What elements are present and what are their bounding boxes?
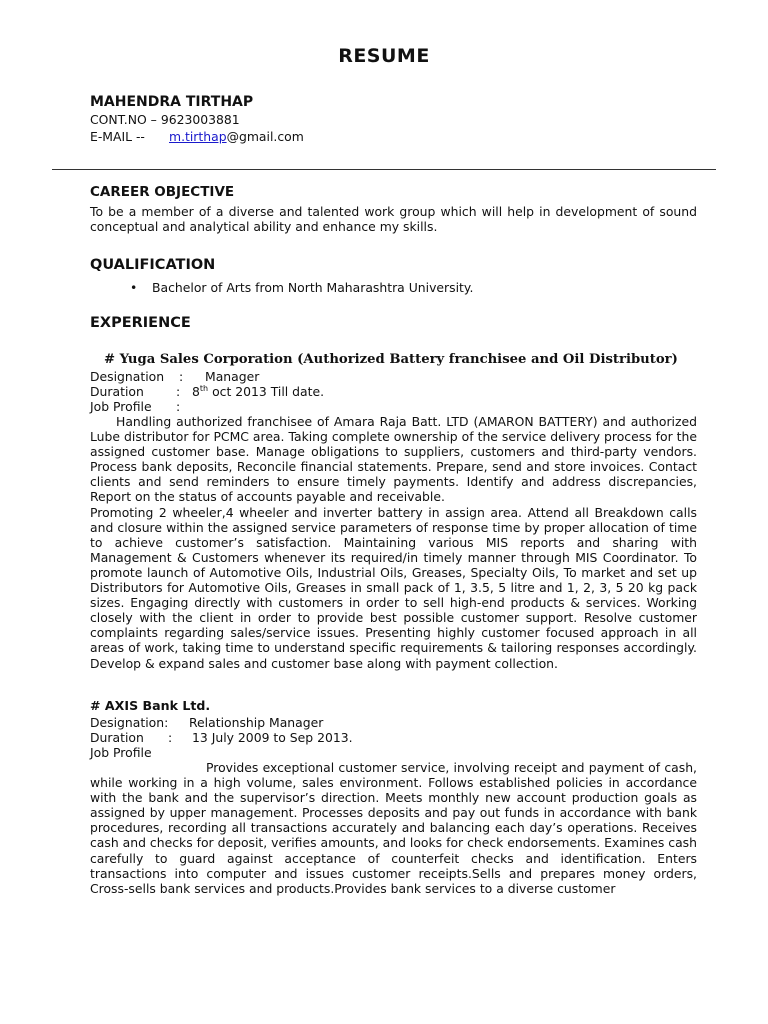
applicant-name: MAHENDRA TIRTHAP [90,94,254,110]
duration-separator: : [168,730,173,745]
duration-value: 13 July 2009 to Sep 2013. [192,730,353,745]
profile-label: Job Profile [90,745,152,760]
designation-separator: : [179,369,184,384]
designation-value: Manager [205,369,260,384]
duration-label: Duration [90,730,144,745]
profile-label: Job Profile [90,399,152,414]
experience-heading: EXPERIENCE [90,315,191,331]
qualification-heading: QUALIFICATION [90,257,216,273]
job-designation-row [90,369,259,384]
email-domain: @gmail.com [226,129,304,144]
duration-label: Duration [90,384,144,399]
job-duration-row [90,730,353,745]
contact-label: CONT.NO – [90,112,157,127]
job-profile-row [90,399,180,414]
duration-separator: : [176,384,181,399]
job-profile-row [90,745,152,760]
job-designation-row [90,715,323,730]
contact-number: 9623003881 [160,112,240,127]
job-company: # AXIS Bank Ltd. [90,698,211,713]
duration-ordinal: th [199,384,209,393]
job-profile-paragraph: Handling authorized franchisee of Amara Raja Batt. LTD (AMARON BATTERY) and authorized Lube distributor for PCMC area. Taking complete ownership of the service delivery process for the assigned customer base. Manage obligations to suppliers, customers and third-party vendors. Process bank deposits, Reconcile financial statements. Prepare, send and store invoices. Contact clients and send reminders to ensure timely payments. Identify and address discrepancies, Report on the status of accounts payable and receivable. [90,414,697,505]
contact-line [90,112,240,128]
email-label: E-MAIL -- [90,129,145,144]
qualification-list-item [130,280,473,295]
job-profile-description [90,760,697,896]
qualification-item-text: Bachelor of Arts from North Maharashtra University. [152,280,474,295]
bullet-icon: • [130,280,138,295]
page-title: RESUME [338,45,430,67]
designation-label: Designation [90,369,165,384]
duration-day: 8 [192,384,200,399]
profile-separator: : [176,399,181,414]
job-company: # Yuga Sales Corporation (Authorized Battery franchisee and Oil Distributor) [104,352,678,367]
email-link[interactable]: m.tirthap [169,129,227,144]
job-profile-paragraph: Promoting 2 wheeler,4 wheeler and inverter battery in assign area. Attend all Breakdown calls and closure within the assigned service parameters of response time by proper allocation of time to achieve customer’s satisfaction. Maintaining various MIS reports and sharing with Management & Customers whenever its required/in timely manner through MIS Coordinator. To promote launch of Automotive Oils, Industrial Oils, Greases, Specialty Oils, To market and set up Distributors for Automotive Oils, Greases in small pack of 1, 3.5, 5 litre and 1, 2, 3, 5 20 kg pack sizes. Engaging directly with customers in order to sell high-end products & services. Working closely with the client in order to provide best possible customer support. Resolve customer complaints regarding sales/service issues. Presenting highly customer focused approach in all areas of work, taking time to understand specific requirements & tailoring responses accordingly. Develop & expand sales and customer base along with payment collection. [90,504,697,671]
designation-value: Relationship Manager [189,715,324,730]
duration-value: oct 2013 Till date. [212,384,325,399]
email-line [90,129,304,145]
career-objective-text: To be a member of a diverse and talented work group which will help in development of sound conceptual and analytical ability and enhance my skills. [90,204,697,235]
header-divider [52,169,716,170]
job-profile-description [90,414,697,671]
job-profile-paragraph: Provides exceptional customer service, involving receipt and payment of cash, while working in a high volume, sales environment. Follows established policies in accordance with the bank and the supervisor’s direction. Meets monthly new account production goals as assigned by upper management. Processes deposits and pay out funds in accordance with bank procedures, recording all transactions accurately and balancing each day’s operations. Receives cash and checks for deposit, verifies amounts, and looks for check endorsements. Examines cash carefully to guard against acceptance of counterfeit checks and identification. Enters transactions into computer and issues customer receipts.Sells and prepares money orders, Cross-sells bank services and products.Provides bank services to a diverse customer [90,760,697,896]
designation-label: Designation: [90,715,169,730]
job-duration-row [90,384,324,399]
career-objective-heading: CAREER OBJECTIVE [90,184,235,200]
